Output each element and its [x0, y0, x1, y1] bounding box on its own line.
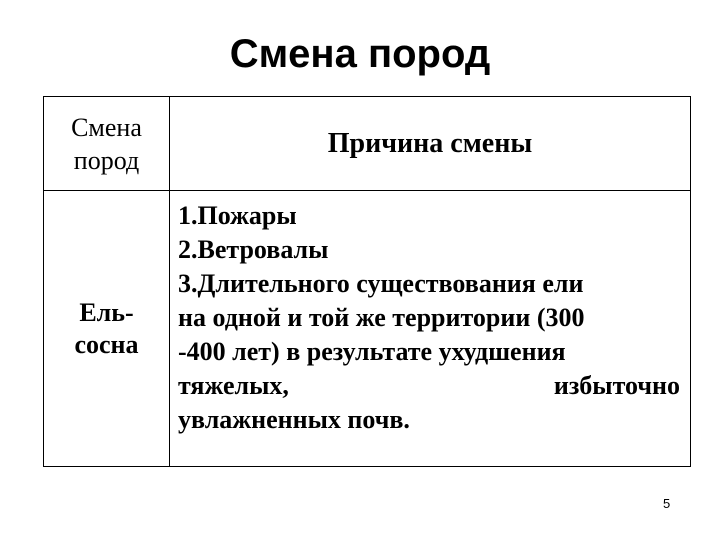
reason-line: 2.Ветровалы	[178, 235, 329, 264]
header-cell-line: пород	[73, 145, 140, 175]
reason-line: 3.Длительного существования ели	[178, 269, 584, 298]
species-line: сосна	[74, 329, 139, 359]
header-cell-line: Смена	[71, 112, 142, 142]
reason-line: увлажненных почв.	[178, 405, 410, 434]
reason-line: тяжелых, избыточно	[178, 371, 680, 400]
page-number: 5	[663, 496, 671, 511]
header-cell-species-shift	[44, 97, 170, 191]
table-header-row	[44, 97, 691, 191]
cell-species-pair	[44, 191, 170, 467]
table-row	[44, 191, 691, 467]
slide-title: Смена пород	[229, 32, 491, 76]
header-cell-reason: Причина смены	[170, 97, 691, 191]
reason-line: -400 лет) в результате ухудшения	[178, 337, 566, 366]
species-line: Ель-	[79, 297, 134, 327]
reason-line: на одной и той же территории (300	[178, 303, 585, 332]
species-shift-table	[43, 96, 691, 467]
reason-line: 1.Пожары	[178, 201, 297, 230]
cell-reasons	[170, 191, 691, 467]
